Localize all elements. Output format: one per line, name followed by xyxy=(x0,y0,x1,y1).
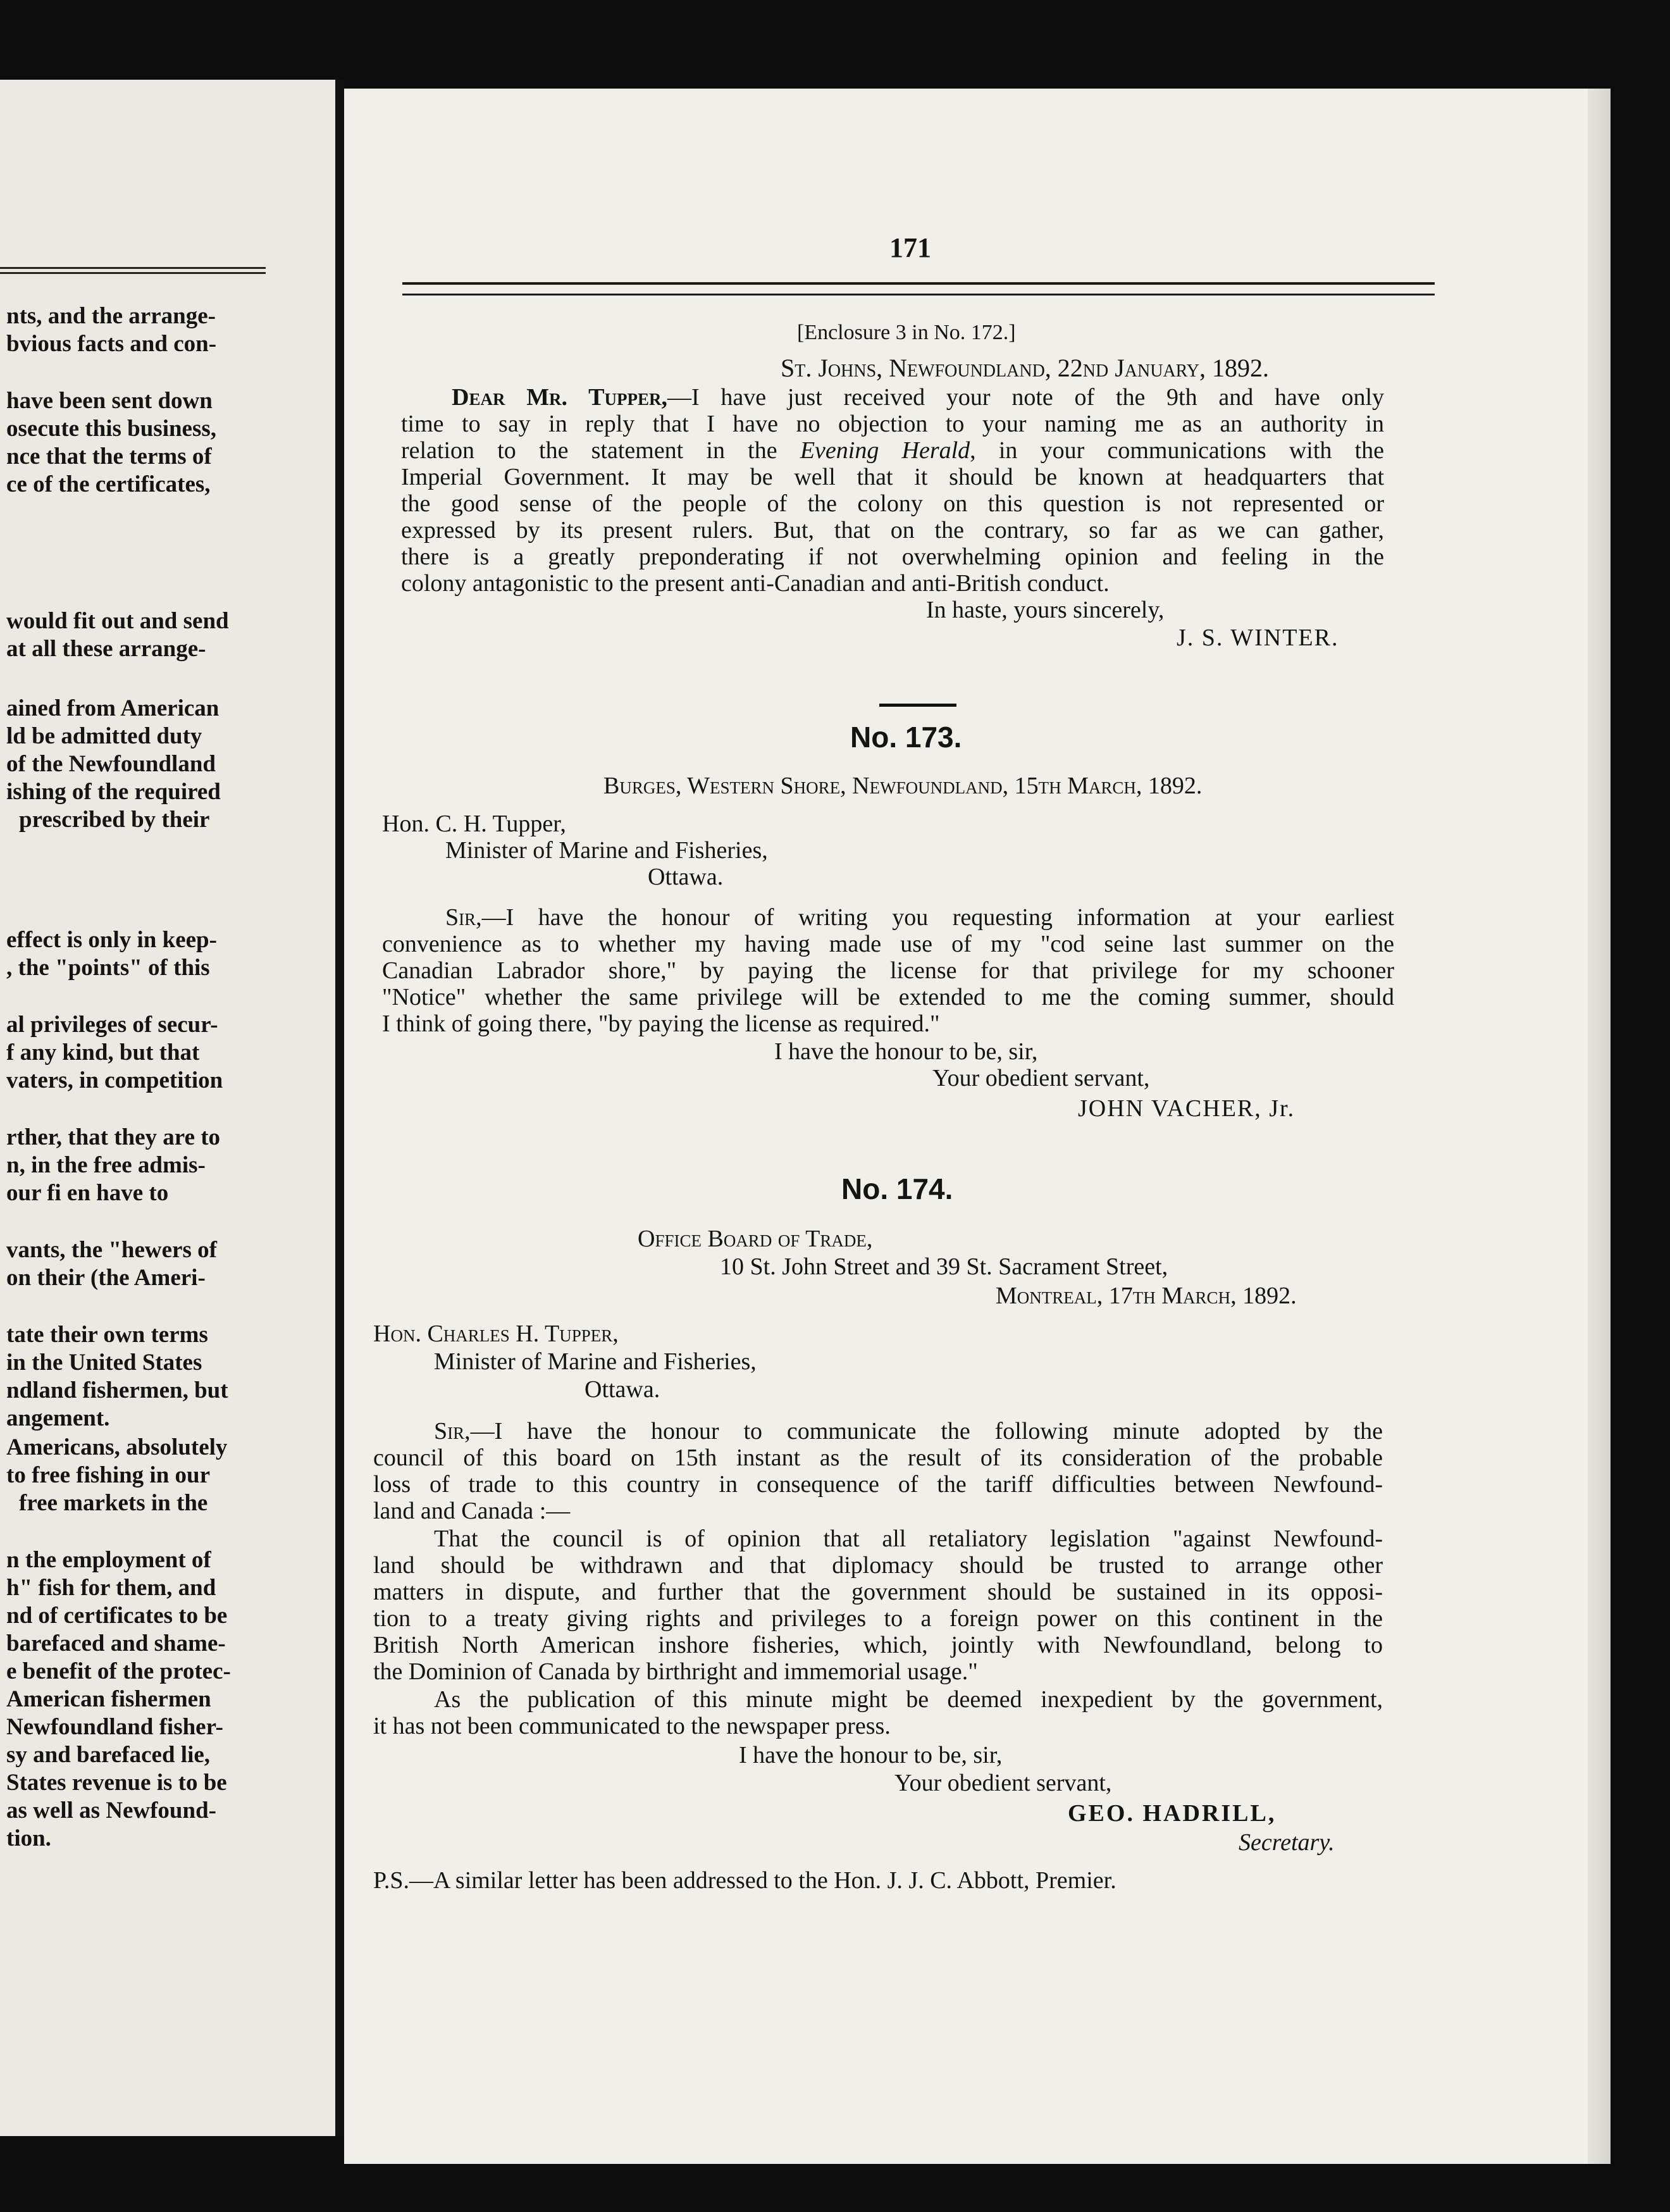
left-page-line: would fit out and send xyxy=(6,608,229,634)
left-facing-page xyxy=(0,80,335,2136)
left-page-line: angement. xyxy=(6,1405,110,1431)
heading-no-174: No. 174. xyxy=(841,1172,953,1205)
no173-line-3: Canadian Labrador shore," by paying the license for that privilege for my schooner xyxy=(382,957,1394,984)
no174-line-8: tion to a treaty giving rights and privileges to a foreign power on this continent in the xyxy=(373,1605,1383,1632)
no174-line-10: the Dominion of Canada by birthright and immemorial usage." xyxy=(373,1658,978,1685)
no173-salutation: Sir, xyxy=(445,904,482,931)
left-page-line: ld be admitted duty xyxy=(6,723,202,749)
left-page-line: e benefit of the protec- xyxy=(6,1658,231,1684)
letter1-signature: J. S. WINTER. xyxy=(1177,624,1339,651)
left-page-line: osecute this business, xyxy=(6,416,217,442)
no173-line-1: Sir,—I have the honour of writing you requesting information at your earliest xyxy=(445,904,1394,931)
heading-no-173: No. 173. xyxy=(850,721,962,754)
left-page-line: prescribed by their xyxy=(19,807,210,833)
letter1-line-4: Imperial Government. It may be well that it should be known at headquarters that xyxy=(401,464,1384,490)
left-page-line: free markets in the xyxy=(19,1490,208,1516)
no173-line-5: I think of going there, "by paying the license as required." xyxy=(382,1010,940,1037)
left-page-line: , the "points" of this xyxy=(6,955,210,981)
no173-signature: JOHN VACHER, Jr. xyxy=(1078,1095,1296,1122)
gutter-shadow xyxy=(335,80,344,2136)
left-page-line: to free fishing in our xyxy=(6,1462,211,1488)
left-page-line: ained from American xyxy=(6,695,220,721)
letter1-line-2: time to say in reply that I have no objection to your naming me as an authority in xyxy=(401,411,1384,437)
left-page-line: tion. xyxy=(6,1825,51,1851)
left-page-line: n the employment of xyxy=(6,1547,211,1573)
letter1-line-3: relation to the statement in the Evening Herald, in your communications with the xyxy=(401,437,1385,464)
left-page-line: vants, the "hewers of xyxy=(6,1237,217,1263)
no174-line-12: it has not been communicated to the newspaper press. xyxy=(373,1713,891,1739)
left-page-line: bvious facts and con- xyxy=(6,331,217,357)
left-page-line: sy and barefaced lie, xyxy=(6,1742,211,1768)
left-page-line: Americans, absolutely xyxy=(6,1434,228,1460)
letter1-line-8: colony antagonistic to the present anti-Canadian and anti-British conduct. xyxy=(401,570,1110,597)
no174-line-4: land and Canada :— xyxy=(373,1498,571,1524)
left-page-line: have been sent down xyxy=(6,388,213,414)
enclosure-note: [Enclosure 3 in No. 172.] xyxy=(797,321,1016,344)
left-page-line: n, in the free admis- xyxy=(6,1152,206,1178)
no173-line-2: convenience as to whether my having made use of my "cod seine last summer on the xyxy=(382,931,1394,957)
left-page-line: Newfoundland fisher- xyxy=(6,1714,223,1740)
left-page-line: ishing of the required xyxy=(6,779,221,805)
evening-herald: Evening Herald xyxy=(800,437,970,464)
left-page-rule xyxy=(0,267,266,269)
left-page-line: nd of certificates to be xyxy=(6,1603,228,1629)
no173-closing-2: Your obedient servant, xyxy=(932,1065,1150,1091)
no174-place: Ottawa. xyxy=(584,1376,660,1403)
no174-signature: GEO. HADRILL, xyxy=(1068,1800,1277,1827)
no174-role: Secretary. xyxy=(1239,1829,1335,1856)
left-page-line: our fi en have to xyxy=(6,1180,169,1206)
left-page-line: nts, and the arrange- xyxy=(6,303,216,329)
left-page-line: nce that the terms of xyxy=(6,444,212,469)
letter1-salutation: Dear Mr. Tupper, xyxy=(452,384,667,411)
left-page-line: in the United States xyxy=(6,1350,202,1376)
left-page-line: States revenue is to be xyxy=(6,1770,227,1796)
no174-line-6: land should be withdrawn and that diplomacy should be trusted to arrange other xyxy=(373,1552,1383,1579)
left-page-line: h" fish for them, and xyxy=(6,1575,216,1601)
no173-line-4: "Notice" whether the same privilege will be extended to me the coming summer, should xyxy=(382,984,1394,1010)
left-page-line: American fishermen xyxy=(6,1686,211,1712)
no174-line-1: Sir,—I have the honour to communicate the following minute adopted by the xyxy=(434,1418,1383,1445)
no174-addressee: Hon. Charles H. Tupper, xyxy=(373,1320,619,1347)
letter1-line-1: Dear Mr. Tupper,—I have just received your note of the 9th and have only xyxy=(452,384,1385,411)
left-page-line: ce of the certificates, xyxy=(6,471,211,497)
no174-closing-2: Your obedient servant, xyxy=(894,1770,1112,1796)
left-page-line: vaters, in competition xyxy=(6,1067,223,1093)
letter1-line-5: the good sense of the people of the colony on this question is not represented or xyxy=(401,490,1384,517)
no174-line-11: As the publication of this minute might be deemed inexpedient by the government, xyxy=(434,1686,1383,1713)
no173-dateline: Burges, Western Shore, Newfoundland, 15th March, 1892. xyxy=(603,773,1203,799)
section-divider xyxy=(879,704,956,707)
no174-office: Office Board of Trade, xyxy=(638,1226,873,1252)
page-edge xyxy=(1588,89,1611,2164)
page-number: 171 xyxy=(889,232,931,263)
no174-street: 10 St. John Street and 39 St. Sacrament Street, xyxy=(720,1253,1168,1280)
no174-line-3: loss of trade to this country in consequence of the tariff difficulties between Newfound- xyxy=(373,1471,1383,1498)
no173-title: Minister of Marine and Fisheries, xyxy=(445,837,768,864)
no174-line-2: council of this board on 15th instant as the result of its consideration of the probable xyxy=(373,1445,1383,1471)
letter1-line-6: expressed by its present rulers. But, that on the contrary, so far as we can gather, xyxy=(401,517,1384,544)
left-page-line: barefaced and shame- xyxy=(6,1631,226,1656)
no174-closing-1: I have the honour to be, sir, xyxy=(739,1742,1003,1768)
left-page-line: tate their own terms xyxy=(6,1322,208,1348)
left-page-rule xyxy=(0,272,266,274)
left-page-line: rther, that they are to xyxy=(6,1124,221,1150)
no174-salutation: Sir, xyxy=(434,1418,471,1445)
left-page-line: al privileges of secur- xyxy=(6,1012,218,1038)
no174-line-7: matters in dispute, and further that the government should be sustained in its opposi- xyxy=(373,1579,1383,1605)
letter1-closing: In haste, yours sincerely, xyxy=(926,597,1165,623)
header-double-rule xyxy=(402,282,1435,295)
no174-line-9: British North American inshore fisheries, which, jointly with Newfoundland, belong to xyxy=(373,1632,1383,1658)
no173-place: Ottawa. xyxy=(648,864,724,890)
no174-line-5: That the council is of opinion that all retaliatory legislation "against Newfound- xyxy=(434,1525,1383,1552)
left-page-line: f any kind, but that xyxy=(6,1040,200,1066)
left-page-line: ndland fishermen, but xyxy=(6,1377,228,1403)
postscript: P.S.—A similar letter has been addressed to the Hon. J. J. C. Abbott, Premier. xyxy=(373,1867,1116,1894)
right-page xyxy=(344,89,1611,2164)
left-page-line: at all these arrange- xyxy=(6,636,206,662)
no174-dateline: Montreal, 17th March, 1892. xyxy=(996,1283,1297,1309)
left-page-line: of the Newfoundland xyxy=(6,751,216,777)
no174-title: Minister of Marine and Fisheries, xyxy=(434,1348,757,1375)
left-page-line: as well as Newfound- xyxy=(6,1798,216,1824)
left-page-line: effect is only in keep- xyxy=(6,927,217,953)
left-page-line: on their (the Ameri- xyxy=(6,1265,206,1291)
letter1-line-7: there is a greatly preponderating if not overwhelming opinion and feeling in the xyxy=(401,544,1384,570)
letter1-dateline: St. Johns, Newfoundland, 22nd January, 1892. xyxy=(781,354,1270,382)
no173-closing-1: I have the honour to be, sir, xyxy=(774,1038,1038,1065)
no173-addressee: Hon. C. H. Tupper, xyxy=(382,811,566,837)
